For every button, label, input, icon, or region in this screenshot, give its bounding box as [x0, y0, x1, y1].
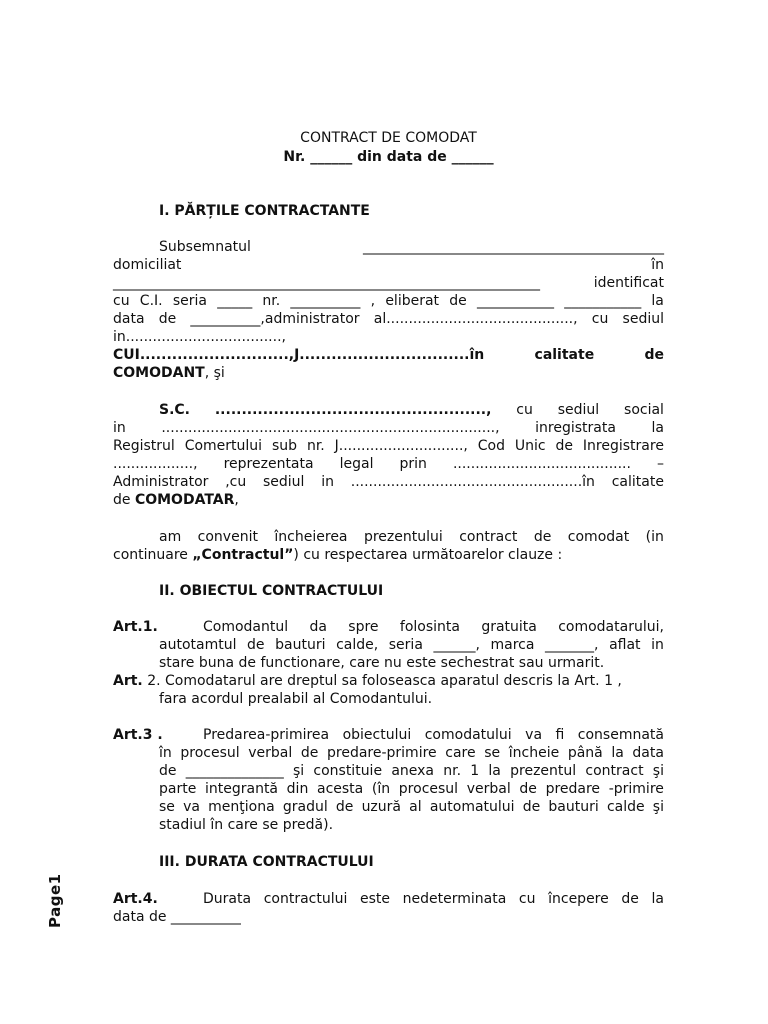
word: este	[359, 891, 390, 907]
word: din	[286, 781, 309, 797]
word: CUI............................,J................................în	[113, 347, 485, 363]
paragraph-line	[203, 726, 664, 744]
article-label: Art.4.	[113, 891, 158, 907]
name-blank: ___________________________________________	[363, 239, 664, 255]
word: folosinta	[399, 619, 460, 635]
word: calde	[606, 799, 645, 815]
word: contract	[459, 529, 518, 545]
paragraph-line	[113, 292, 664, 310]
paragraph-line	[203, 618, 664, 636]
word: gratuita	[481, 619, 537, 635]
word: Registrul	[113, 438, 175, 454]
word: cu	[591, 311, 609, 327]
word: prezentul	[510, 763, 577, 779]
word: Cod	[477, 438, 505, 454]
paragraph-line	[159, 636, 664, 654]
word: sediul	[263, 474, 305, 490]
word: integrantă	[204, 781, 279, 797]
word: da	[309, 619, 327, 635]
word: la	[651, 293, 664, 309]
subsemnatul-label: Subsemnatul	[159, 239, 251, 255]
paragraph-line: in...................................,	[113, 329, 286, 345]
word: sub	[271, 438, 298, 454]
word: va	[525, 727, 543, 743]
word: Administrator	[113, 474, 209, 490]
word: şi	[292, 763, 305, 779]
word: şi	[652, 763, 664, 779]
word: data	[113, 311, 145, 327]
paragraph-line	[159, 401, 664, 419]
word: de	[247, 637, 265, 653]
word: am	[159, 529, 182, 545]
paragraph-line	[159, 528, 664, 546]
paragraph-line	[203, 890, 664, 908]
word: seria	[388, 637, 423, 653]
word: obiectului	[342, 727, 412, 743]
word: nr.	[306, 438, 325, 454]
word: S.C.	[159, 402, 190, 418]
word: _____	[217, 293, 253, 309]
word: ___________	[564, 293, 642, 309]
paragraph-line	[113, 437, 664, 455]
section-heading-object: II. OBIECTUL CONTRACTULUI	[159, 583, 384, 599]
word: constituie	[313, 763, 383, 779]
word: se	[484, 745, 501, 761]
word: ...................................................,	[214, 402, 492, 418]
word: J............................,	[334, 438, 468, 454]
word: cu	[518, 891, 536, 907]
word: 1	[470, 763, 480, 779]
word: de	[522, 799, 541, 815]
word: Inregistrare	[582, 438, 664, 454]
word: uzură	[361, 799, 401, 815]
word: de	[335, 799, 354, 815]
paragraph-line	[113, 473, 664, 491]
word: şi	[652, 799, 664, 815]
word: convenit	[197, 529, 258, 545]
word: bauturi	[548, 799, 599, 815]
word: calitate	[611, 474, 664, 490]
word: ........................................	[452, 456, 631, 472]
word: la	[651, 891, 664, 907]
word: Comertului	[184, 438, 263, 454]
paragraph-line	[159, 798, 664, 816]
word: ....................................................în	[350, 474, 595, 490]
word: ,	[370, 293, 376, 309]
word: nr.	[262, 293, 281, 309]
word: ______________	[185, 763, 284, 779]
word: se	[159, 799, 175, 815]
word: nedeterminata	[402, 891, 507, 907]
word: la	[488, 763, 501, 779]
word: in	[321, 474, 334, 490]
word: __________	[290, 293, 361, 309]
document-title: CONTRACT DE COMODAT	[300, 130, 477, 146]
article-label: Art.1.	[113, 619, 158, 635]
word: nr.	[443, 763, 462, 779]
word: procesul	[180, 745, 240, 761]
paragraph-line: stadiul în care se predă).	[159, 817, 334, 833]
word: predare-primire	[327, 745, 437, 761]
word: Durata	[203, 891, 252, 907]
word: (în	[371, 781, 391, 797]
word: procesul	[398, 781, 459, 797]
paragraph-line	[113, 419, 664, 437]
word: marca	[490, 637, 535, 653]
word: menţiona	[208, 799, 275, 815]
word: Predarea-primirea	[203, 727, 330, 743]
word: eliberat	[385, 293, 440, 309]
paragraph-line: _____________________________________________________________ identificat	[113, 275, 664, 291]
word: de	[533, 529, 552, 545]
word: gradul	[282, 799, 328, 815]
word: autotamtul	[159, 637, 237, 653]
word: Comodantul	[203, 619, 289, 635]
word: încheierea	[274, 529, 348, 545]
word: (in	[645, 529, 664, 545]
word: social	[624, 402, 664, 418]
word: C.I.	[139, 293, 163, 309]
word: in	[113, 420, 126, 436]
word: în	[159, 745, 172, 761]
word: care	[445, 745, 476, 761]
word: comodatului	[424, 727, 512, 743]
paragraph-line	[113, 310, 664, 328]
comodant-role: COMODANT	[113, 365, 205, 381]
word: inregistrata	[535, 420, 616, 436]
word: comodatarului,	[558, 619, 664, 635]
word: începere	[548, 891, 609, 907]
paragraph-line	[113, 346, 664, 364]
paragraph-line	[159, 762, 664, 780]
word: al..........................................,	[373, 311, 578, 327]
word: încheie	[508, 745, 560, 761]
word: spre	[348, 619, 379, 635]
word: ___________	[476, 293, 554, 309]
word: de	[555, 438, 574, 454]
word: reprezentata	[223, 456, 314, 472]
word: -primire	[608, 781, 664, 797]
word: calitate	[534, 347, 595, 363]
word: cu	[516, 402, 533, 418]
paragraph-line: data de __________	[113, 909, 241, 925]
paragraph-line	[159, 780, 664, 798]
word: de	[621, 891, 639, 907]
comodatar-role: COMODATAR	[134, 492, 235, 508]
word: sediul	[622, 311, 664, 327]
document-number-line: Nr. ______ din data de ______	[283, 149, 494, 165]
word: la	[651, 420, 664, 436]
paragraph-line: COMODANT, şi	[113, 365, 225, 381]
paragraph-line: Art. 2. Comodatarul are dreptul sa foloseasca aparatul descris la Art. 1 ,	[113, 673, 622, 689]
word: de	[158, 311, 177, 327]
page-number-label: Page1	[46, 873, 64, 928]
paragraph-line	[159, 744, 664, 762]
section-heading-parties: I. PĂRȚILE CONTRACTANTE	[159, 203, 370, 219]
paragraph-line: stare buna de functionare, care nu este sechestrat sau urmarit.	[159, 655, 605, 671]
word: ..................,	[113, 456, 198, 472]
word: de	[300, 745, 319, 761]
word: automatului	[429, 799, 515, 815]
word: cu	[113, 293, 130, 309]
word: de	[159, 763, 177, 779]
section-heading-duration: III. DURATA CONTRACTULUI	[159, 854, 374, 870]
word: in	[651, 637, 664, 653]
paragraph-line: fara acordul prealabil al Comodantului.	[159, 691, 433, 707]
word: de	[519, 781, 537, 797]
article-label: Art.3 .	[113, 727, 163, 743]
word: de	[644, 347, 664, 363]
word: _______,	[545, 637, 599, 653]
word: parte	[159, 781, 197, 797]
word: sediul	[557, 402, 600, 418]
word: va	[183, 799, 200, 815]
word: calde,	[336, 637, 379, 653]
word: până	[567, 745, 603, 761]
word: ,cu	[225, 474, 247, 490]
paragraph-line: domiciliat în	[113, 257, 664, 273]
word: verbal	[466, 781, 511, 797]
word: de	[449, 293, 467, 309]
word: –	[656, 456, 664, 472]
word: __________,administrator	[190, 311, 360, 327]
word: al	[409, 799, 422, 815]
paragraph-line: continuare „Contractul”) cu respectarea următoarelor clauze :	[113, 547, 563, 563]
word: fi	[555, 727, 565, 743]
paragraph-line	[113, 455, 664, 473]
word: legal	[339, 456, 374, 472]
word: aflat	[609, 637, 641, 653]
word: prezentului	[363, 529, 443, 545]
paragraph-line: de COMODATAR,	[113, 492, 239, 508]
word: anexa	[391, 763, 434, 779]
word: prin	[399, 456, 427, 472]
word: ______,	[433, 637, 480, 653]
word: acesta	[316, 781, 364, 797]
word: verbal	[248, 745, 293, 761]
word: ...........................................................................,	[161, 420, 500, 436]
word: contract	[585, 763, 644, 779]
contract-term: „Contractul”	[192, 547, 294, 563]
word: comodat	[567, 529, 630, 545]
article-label: Art.	[113, 673, 143, 689]
word: la	[611, 745, 624, 761]
word: seria	[172, 293, 207, 309]
word: contractului	[263, 891, 348, 907]
word: data	[632, 745, 664, 761]
word: predare	[545, 781, 601, 797]
word: Unic	[514, 438, 546, 454]
word: bauturi	[275, 637, 326, 653]
word: consemnată	[577, 727, 664, 743]
